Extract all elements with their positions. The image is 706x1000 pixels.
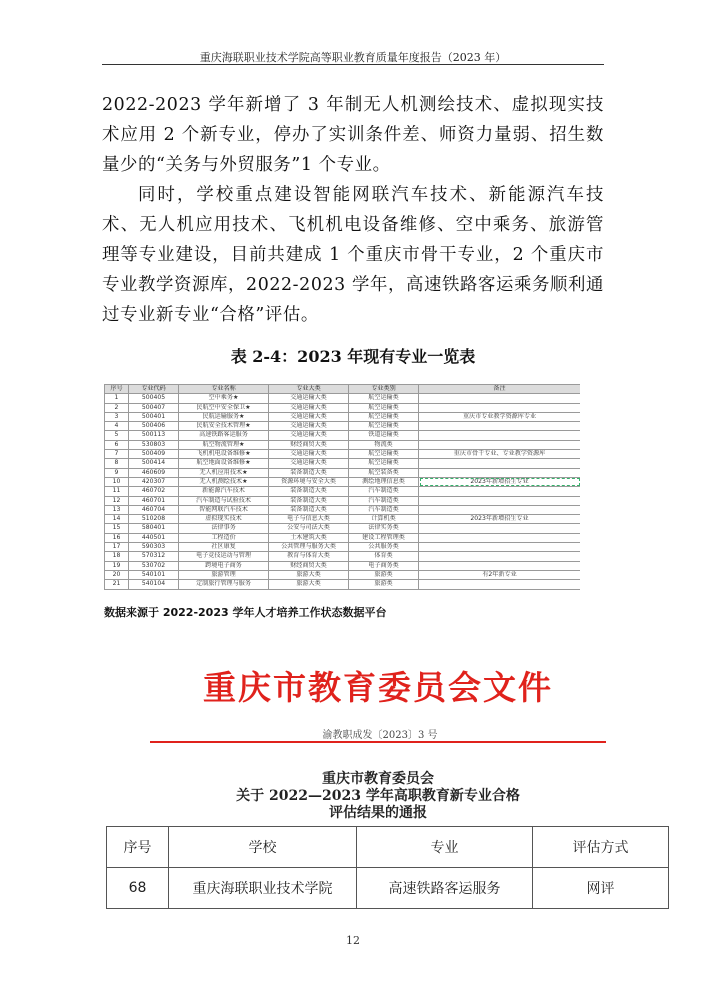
majors-table-row	[105, 468, 581, 477]
cell-type: 物流类	[349, 440, 419, 449]
cell-index: 19	[105, 561, 129, 570]
cell-name: 民航运输服务★	[179, 412, 269, 421]
cell-index: 6	[105, 440, 129, 449]
cell-code: 500406	[129, 422, 179, 431]
cell-category: 公安与司法大类	[269, 524, 349, 533]
col-header-index: 序号	[105, 385, 129, 394]
majors-table-row	[105, 394, 581, 403]
page-header: 重庆海联职业技术学院高等职业教育质量年度报告（2023 年）	[199, 51, 507, 64]
result-cell-method: 网评	[533, 868, 669, 909]
cell-name: 无人机应用技术★	[179, 468, 269, 477]
cell-remark: 重庆市骨干专业、专业教学资源库	[419, 450, 581, 459]
majors-table-image	[104, 384, 580, 598]
notice-line-2: 关于 2022—2023 学年高职教育新专业合格	[236, 788, 520, 804]
cell-name: 社区康复	[179, 543, 269, 552]
cell-remark	[419, 524, 581, 533]
cell-remark	[419, 422, 581, 431]
cell-name: 民航安全技术管理★	[179, 422, 269, 431]
cell-code: 500414	[129, 459, 179, 468]
cell-type: 航空运输类	[349, 403, 419, 412]
cell-index: 14	[105, 515, 129, 524]
majors-table-row	[105, 450, 581, 459]
cell-type: 汽车制造类	[349, 496, 419, 505]
cell-type: 法律实务类	[349, 524, 419, 533]
col-header-type: 专业类别	[349, 385, 419, 394]
cell-type: 汽车制造类	[349, 487, 419, 496]
cell-remark: 重庆市专业教学资源库专业	[419, 412, 581, 421]
cell-remark	[419, 543, 581, 552]
cell-remark	[419, 561, 581, 570]
body-paragraph-1: 2022-2023 学年新增了 3 年制无人机测绘技术、虚拟现实技术应用 2 个新专业，停办了实训条件差、师资力量弱、招生数量少的“关务与外贸服务”1 个专业。	[102, 95, 604, 175]
cell-code: 530803	[129, 440, 179, 449]
col-header-remark: 备注	[419, 385, 581, 394]
cell-name: 航空地面设备维修★	[179, 459, 269, 468]
cell-remark	[419, 394, 581, 403]
cell-name: 飞机机电设备维修★	[179, 450, 269, 459]
cell-category: 财经商贸大类	[269, 440, 349, 449]
cell-index: 21	[105, 580, 129, 589]
result-table	[106, 826, 669, 909]
notice-line-1: 重庆市教育委员会	[322, 771, 434, 787]
majors-table-header-row	[105, 385, 581, 394]
cell-type: 航空运输类	[349, 450, 419, 459]
cell-name: 法律事务	[179, 524, 269, 533]
majors-table-row	[105, 403, 581, 412]
cell-type: 建设工程管理类	[349, 533, 419, 542]
cell-remark	[419, 468, 581, 477]
table-caption: 表 2-4：2023 年现有专业一览表	[230, 347, 476, 366]
cell-code: 540104	[129, 580, 179, 589]
cell-category: 土木建筑大类	[269, 533, 349, 542]
majors-table-row	[105, 570, 581, 579]
cell-code: 500407	[129, 403, 179, 412]
cell-name: 智能网联汽车技术	[179, 505, 269, 514]
cell-index: 13	[105, 505, 129, 514]
cell-code: 500401	[129, 412, 179, 421]
majors-table-row	[105, 580, 581, 589]
cell-remark	[419, 440, 581, 449]
cell-category: 装备制造大类	[269, 487, 349, 496]
cell-code: 500409	[129, 450, 179, 459]
cell-name: 旅游管理	[179, 570, 269, 579]
cell-index: 11	[105, 487, 129, 496]
cell-type: 航空运输类	[349, 459, 419, 468]
cell-category: 旅游大类	[269, 580, 349, 589]
col-header-code: 专业代码	[129, 385, 179, 394]
cell-type: 公共服务类	[349, 543, 419, 552]
result-header-index: 序号	[107, 827, 169, 868]
cell-code: 590303	[129, 543, 179, 552]
cell-name: 跨境电子商务	[179, 561, 269, 570]
cell-name: 无人机测绘技术★	[179, 477, 269, 486]
cell-remark: 2023年新增招生专业	[419, 515, 581, 524]
notice-line-3: 评估结果的通报	[329, 805, 427, 821]
majors-table-row	[105, 543, 581, 552]
cell-category: 教育与体育大类	[269, 552, 349, 561]
cell-name: 新能源汽车技术	[179, 487, 269, 496]
cell-index: 7	[105, 450, 129, 459]
cell-index: 12	[105, 496, 129, 505]
cell-code: 510208	[129, 515, 179, 524]
cell-index: 5	[105, 431, 129, 440]
cell-category: 交通运输大类	[269, 403, 349, 412]
cell-type: 旅游类	[349, 570, 419, 579]
cell-code: 580401	[129, 524, 179, 533]
cell-category: 交通运输大类	[269, 422, 349, 431]
cell-type: 航空运输类	[349, 394, 419, 403]
majors-table-row	[105, 524, 581, 533]
majors-table-row	[105, 431, 581, 440]
cell-category: 交通运输大类	[269, 431, 349, 440]
cell-category: 财经商贸大类	[269, 561, 349, 570]
cell-type: 航空运输类	[349, 412, 419, 421]
cell-type: 电子商务类	[349, 561, 419, 570]
col-header-name: 专业名称	[179, 385, 269, 394]
cell-name: 定制旅行管理与服务	[179, 580, 269, 589]
result-table-header-row	[107, 827, 669, 868]
cell-code: 440501	[129, 533, 179, 542]
cell-category: 旅游大类	[269, 570, 349, 579]
cell-category: 装备制造大类	[269, 468, 349, 477]
cell-index: 10	[105, 477, 129, 486]
cell-remark	[419, 580, 581, 589]
cell-type: 体育类	[349, 552, 419, 561]
cell-category: 装备制造大类	[269, 505, 349, 514]
cell-code: 540101	[129, 570, 179, 579]
majors-table-row	[105, 515, 581, 524]
cell-name: 民航空中安全保卫★	[179, 403, 269, 412]
cell-index: 20	[105, 570, 129, 579]
majors-table-row	[105, 477, 581, 486]
cell-code: 460704	[129, 505, 179, 514]
cell-index: 17	[105, 543, 129, 552]
cell-code: 570312	[129, 552, 179, 561]
cell-category: 交通运输大类	[269, 394, 349, 403]
cell-index: 2	[105, 403, 129, 412]
cell-index: 16	[105, 533, 129, 542]
cell-category: 装备制造大类	[269, 496, 349, 505]
cell-remark	[419, 459, 581, 468]
cell-name: 工程造价	[179, 533, 269, 542]
document-issuer-title: 重庆市教育委员会文件	[203, 668, 553, 707]
cell-category: 交通运输大类	[269, 450, 349, 459]
cell-code: 530702	[129, 561, 179, 570]
cell-code: 500113	[129, 431, 179, 440]
cell-index: 8	[105, 459, 129, 468]
cell-type: 铁道运输类	[349, 431, 419, 440]
result-cell-school: 重庆海联职业技术学院	[169, 868, 357, 909]
cell-remark: 有2年新专业	[419, 570, 581, 579]
cell-code: 460701	[129, 496, 179, 505]
cell-index: 3	[105, 412, 129, 421]
cell-index: 1	[105, 394, 129, 403]
majors-table-row	[105, 533, 581, 542]
cell-category: 公共管理与服务大类	[269, 543, 349, 552]
result-cell-index: 68	[107, 868, 169, 909]
cell-type: 航空运输类	[349, 422, 419, 431]
cell-category: 资源环境与安全大类	[269, 477, 349, 486]
cell-type: 计算机类	[349, 515, 419, 524]
cell-type: 测绘地理信息类	[349, 477, 419, 486]
cell-category: 电子与信息大类	[269, 515, 349, 524]
majors-table-row	[105, 496, 581, 505]
result-header-school: 学校	[169, 827, 357, 868]
document-number: 渝教职成发〔2023〕3 号	[322, 730, 438, 741]
cell-index: 18	[105, 552, 129, 561]
cell-type: 汽车制造类	[349, 505, 419, 514]
cell-index: 9	[105, 468, 129, 477]
result-header-method: 评估方式	[533, 827, 669, 868]
majors-table-row	[105, 422, 581, 431]
cell-category: 交通运输大类	[269, 412, 349, 421]
cell-category: 交通运输大类	[269, 459, 349, 468]
cell-type: 旅游类	[349, 580, 419, 589]
cell-code: 460609	[129, 468, 179, 477]
cell-remark	[419, 533, 581, 542]
col-header-category: 专业大类	[269, 385, 349, 394]
cell-name: 航空物流管理★	[179, 440, 269, 449]
cell-type: 航空装备类	[349, 468, 419, 477]
cell-remark	[419, 496, 581, 505]
header-divider	[102, 64, 604, 65]
cell-name: 虚拟现实技术	[179, 515, 269, 524]
cell-code: 500405	[129, 394, 179, 403]
page-number: 12	[346, 934, 360, 947]
majors-table-row	[105, 440, 581, 449]
cell-index: 4	[105, 422, 129, 431]
cell-remark	[419, 431, 581, 440]
majors-table-row	[105, 552, 581, 561]
majors-table-row	[105, 487, 581, 496]
cell-remark	[419, 552, 581, 561]
cell-code: 460702	[129, 487, 179, 496]
cell-name: 汽车制造与试验技术	[179, 496, 269, 505]
cell-remark	[419, 487, 581, 496]
data-source-note: 数据来源于 2022-2023 学年人才培养工作状态数据平台	[104, 606, 387, 619]
result-table-row	[107, 868, 669, 909]
majors-table-row	[105, 459, 581, 468]
result-header-major: 专业	[357, 827, 533, 868]
majors-table-row	[105, 505, 581, 514]
red-divider	[150, 741, 606, 743]
cell-name: 空中乘务★	[179, 394, 269, 403]
cell-remark: 2023年新增招生专业	[419, 477, 581, 486]
cell-code: 420307	[129, 477, 179, 486]
cell-index: 15	[105, 524, 129, 533]
cell-remark	[419, 403, 581, 412]
cell-remark	[419, 505, 581, 514]
majors-table-row	[105, 412, 581, 421]
majors-table-row	[105, 561, 581, 570]
result-cell-major: 高速铁路客运服务	[357, 868, 533, 909]
cell-name: 高速铁路客运服务	[179, 431, 269, 440]
cell-name: 电子竞技运动与管理	[179, 552, 269, 561]
body-paragraph-2: 同时，学校重点建设智能网联汽车技术、新能源汽车技术、无人机应用技术、飞机机电设备维修、空中乘务、旅游管理等专业建设，目前共建成 1 个重庆市骨干专业，2 个重庆市专业教学资源库，2022-2023 学年，高速铁路客运乘务顺利通过专业新专业“合格”评估。	[102, 185, 604, 325]
majors-table	[104, 384, 580, 590]
